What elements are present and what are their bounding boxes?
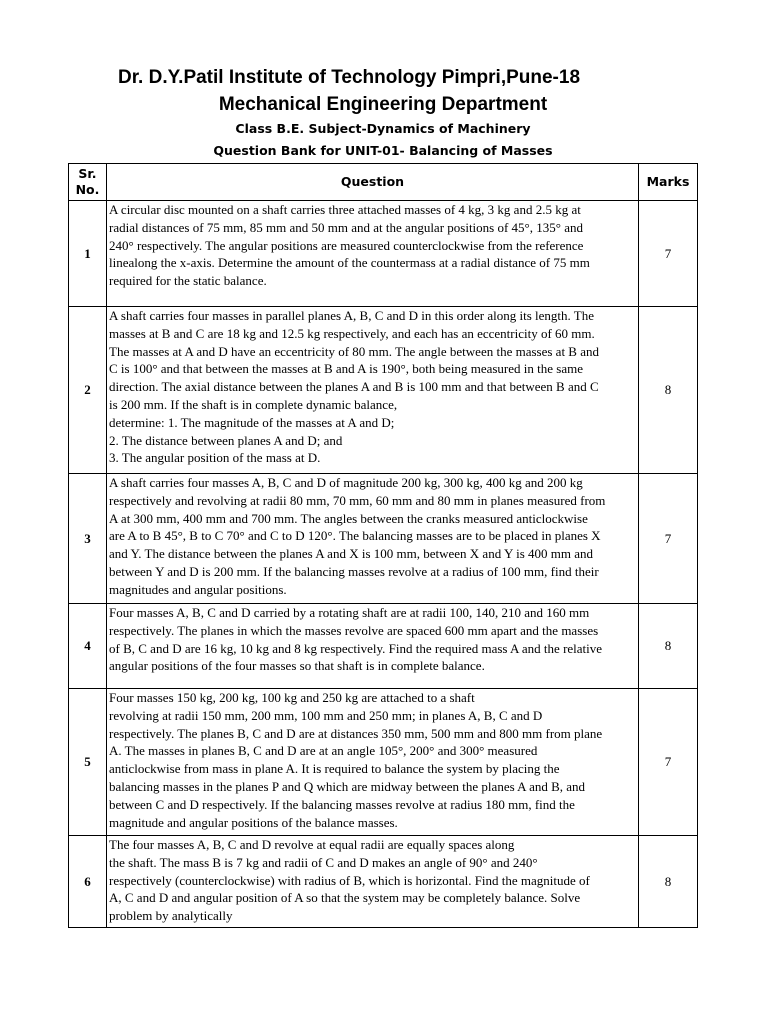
question-cell: Four masses 150 kg, 200 kg, 100 kg and 250 kg are attached to a shaft revolving at radii 150 mm, 200 mm, 100 mm and 250 mm; in planes A, B, C and D respectively. The planes B, C and D are at distances 350 mm, 500 mm and 800 mm from plane A. The masses in planes B, C and D are at an angle 105°, 200° and 300° measured anticlockwise from mass in plane A. It is required to balance the system by placing the balancing masses in the planes P and Q which are midway between the planes A and B, and between C and D respectively. If the balancing masses revolve at radius 180 mm, find the magnitude and angular positions of the balance masses. (107, 689, 639, 836)
sr-no-header: Sr. No. (69, 164, 107, 201)
sr-no-cell: 1 (69, 201, 107, 307)
table-row (69, 604, 698, 689)
marks-cell: 8 (639, 604, 698, 689)
question-cell: A shaft carries four masses A, B, C and D of magnitude 200 kg, 300 kg, 400 kg and 200 kg respectively and revolving at radii 80 mm, 70 mm, 60 mm and 80 mm in planes measured from A at 300 mm, 400 mm and 700 mm. The angles between the cranks measured anticlockwise are A to B 45°, B to C 70° and C to D 120°. The balancing masses are to be placed in planes X and Y. The distance between the planes A and X is 100 mm, between X and Y is 400 mm and between Y and D is 200 mm. If the balancing masses revolve at a radius of 100 mm, find their magnitudes and angular positions. (107, 474, 639, 604)
marks-cell: 7 (639, 474, 698, 604)
table-row (69, 689, 698, 836)
table-row (69, 201, 698, 307)
question-table (68, 163, 698, 928)
question-bank-title: Question Bank for UNIT-01- Balancing of Masses (213, 143, 553, 158)
sr-no-cell: 5 (69, 689, 107, 836)
table-row (69, 307, 698, 474)
question-cell: Four masses A, B, C and D carried by a rotating shaft are at radii 100, 140, 210 and 160 mm respectively. The planes in which the masses revolve are spaced 600 mm apart and the masses of B, C and D are 16 kg, 10 kg and 8 kg respectively. Find the required mass A and the relative angular positions of the four masses so that shaft is in complete balance. (107, 604, 639, 689)
department-title: Mechanical Engineering Department (218, 94, 548, 115)
class-subject-line: Class B.E. Subject-Dynamics of Machinery (235, 121, 531, 136)
question-cell: A shaft carries four masses in parallel planes A, B, C and D in this order along its length. The masses at B and C are 18 kg and 12.5 kg respectively, and each has an eccentricity of 60 mm. The masses at A and D have an eccentricity of 80 mm. The angle between the masses at B and C is 100° and that between the masses at B and A is 190°, both being measured in the same direction. The axial distance between the planes A and B is 100 mm and that between B and C is 200 mm. If the shaft is in complete dynamic balance, determine: 1. The magnitude of the masses at A and D; 2. The distance between planes A and D; and 3. The angular position of the mass at D. (107, 307, 639, 474)
table-header-row (69, 164, 698, 201)
question-cell: The four masses A, B, C and D revolve at equal radii are equally spaces along the shaft. The mass B is 7 kg and radii of C and D makes an angle of 90° and 240° respectively (counterclockwise) with radius of B, which is horizontal. Find the magnitude of A, C and D and angular position of A so that the system may be completely balance. Solve problem by analytically (107, 836, 639, 928)
sr-no-cell: 4 (69, 604, 107, 689)
table-row (69, 474, 698, 604)
marks-cell: 7 (639, 689, 698, 836)
marks-cell: 7 (639, 201, 698, 307)
question-header: Question (107, 164, 639, 201)
table-row (69, 836, 698, 928)
marks-cell: 8 (639, 307, 698, 474)
marks-header: Marks (639, 164, 698, 201)
institute-title: Dr. D.Y.Patil Institute of Technology Pimpri,Pune-18 (117, 67, 581, 88)
sr-no-cell: 6 (69, 836, 107, 928)
marks-cell: 8 (639, 836, 698, 928)
sr-no-cell: 3 (69, 474, 107, 604)
question-cell: A circular disc mounted on a shaft carries three attached masses of 4 kg, 3 kg and 2.5 kg at radial distances of 75 mm, 85 mm and 50 mm and at the angular positions of 45°, 135° and 240° respectively. The angular positions are measured counterclockwise from the reference linealong the x-axis. Determine the amount of the countermass at a radial distance of 75 mm required for the static balance. (107, 201, 639, 307)
sr-no-cell: 2 (69, 307, 107, 474)
